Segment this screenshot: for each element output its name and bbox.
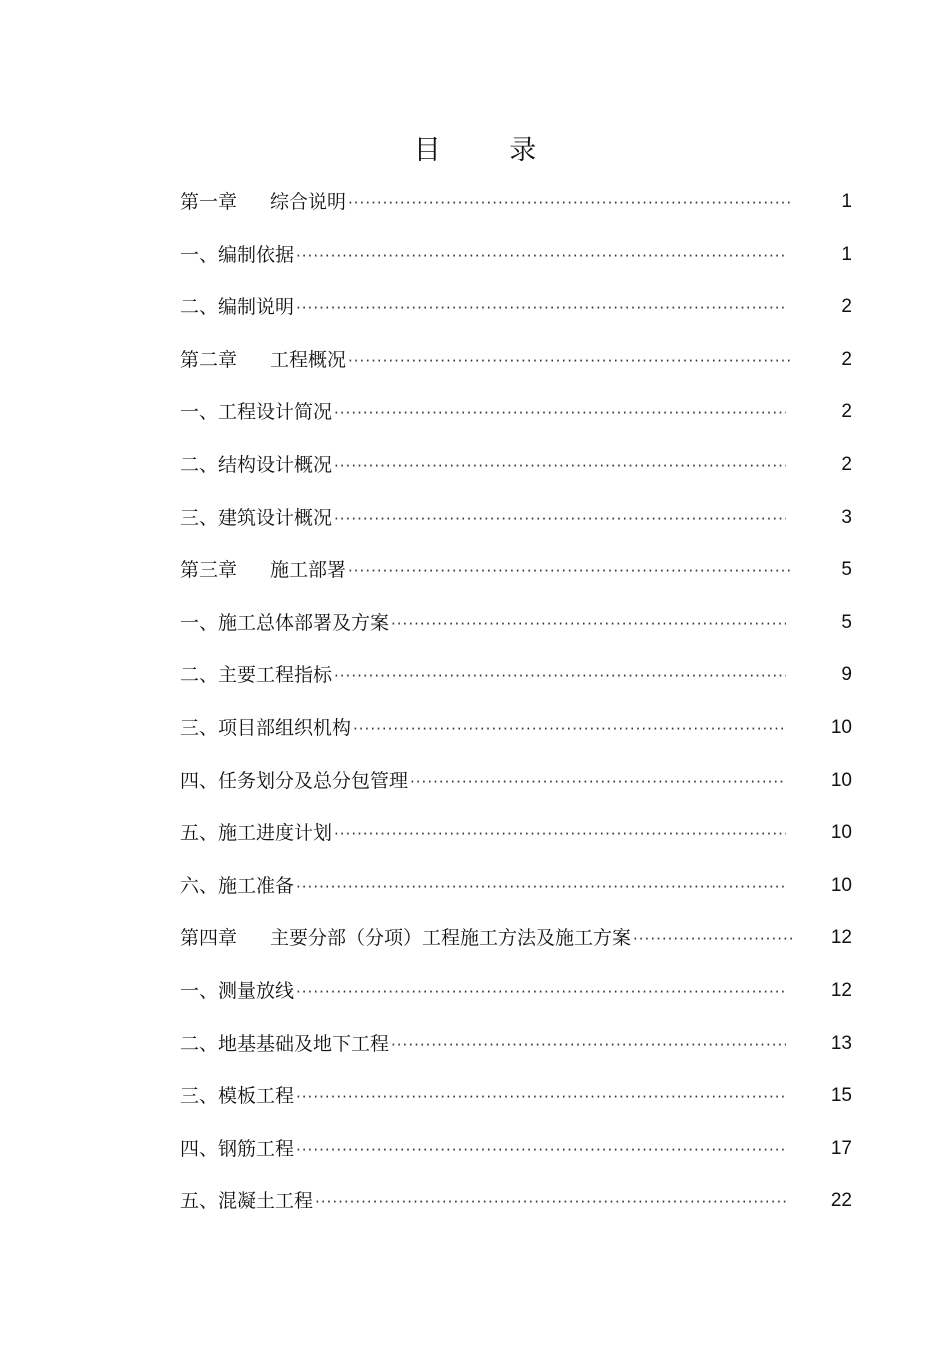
toc-entry-text: [180, 552, 792, 589]
toc-entry: [180, 815, 860, 868]
page-number: 10: [830, 822, 852, 844]
table-of-contents: [180, 184, 860, 1236]
section-title: 一、工程设计简况: [180, 401, 333, 424]
toc-entry: [180, 1183, 860, 1236]
toc-entry: [180, 973, 860, 1026]
toc-entry: [180, 763, 860, 816]
section-title: 五、施工进度计划: [180, 822, 333, 845]
section-title: 二、主要工程指标: [180, 664, 333, 687]
page-title: 目 录: [413, 135, 567, 166]
dot-leader: [334, 816, 786, 852]
toc-entry: [180, 868, 860, 921]
toc-entry-text: [180, 184, 792, 221]
chapter-number: 第三章: [180, 559, 238, 582]
dot-leader: [296, 238, 786, 274]
dot-leader: [353, 711, 786, 747]
toc-entry-text: [180, 1131, 786, 1168]
toc-entry: [180, 710, 860, 763]
page-number: 10: [830, 874, 852, 896]
section-title: 二、编制说明: [180, 296, 295, 319]
toc-entry: [180, 605, 860, 658]
dot-leader: [348, 343, 792, 379]
toc-entry-text: [180, 500, 786, 537]
toc-entry-text: [180, 815, 786, 852]
chapter-title: 主要分部（分项）工程施工方法及施工方案: [270, 927, 632, 950]
page-number: 2: [841, 296, 852, 318]
page-number: 2: [841, 401, 852, 423]
page-number: 15: [830, 1085, 852, 1107]
toc-entry: [180, 447, 860, 500]
toc-entry: [180, 1078, 860, 1131]
dot-leader: [334, 658, 786, 694]
page-number: 13: [830, 1032, 852, 1054]
dot-leader: [391, 1027, 786, 1063]
toc-entry-text: [180, 868, 786, 905]
dot-leader: [391, 606, 786, 642]
toc-entry: [180, 237, 860, 290]
section-title: 一、测量放线: [180, 979, 295, 1002]
page-number: 9: [841, 664, 852, 686]
toc-entry-title: [180, 184, 346, 220]
dot-leader: [334, 395, 786, 431]
section-title: 四、钢筋工程: [180, 1137, 295, 1160]
toc-entry-text: [180, 1183, 786, 1220]
section-title: 四、任务划分及总分包管理: [180, 769, 409, 792]
page-number: 22: [830, 1190, 852, 1212]
page-number: 12: [830, 927, 852, 949]
toc-entry: [180, 500, 860, 553]
toc-entry-text: [180, 1026, 786, 1063]
chapter-title: 工程概况: [270, 348, 347, 371]
page-number: 5: [841, 611, 852, 633]
page-number: 1: [841, 243, 852, 265]
section-title: 三、模板工程: [180, 1085, 295, 1108]
page-number: 17: [830, 1137, 852, 1159]
toc-entry-title: [180, 920, 631, 956]
chapter-number: 第二章: [180, 348, 238, 371]
toc-entry-text: [180, 342, 792, 379]
toc-entry-text: [180, 289, 786, 326]
toc-entry: [180, 289, 860, 342]
toc-entry-title: [180, 552, 346, 588]
toc-entry: [180, 657, 860, 710]
dot-leader: [296, 1132, 786, 1168]
chapter-number: 第四章: [180, 927, 238, 950]
dot-leader: [633, 921, 792, 957]
page-number: 2: [841, 348, 852, 370]
chapter-number: 第一章: [180, 191, 238, 213]
toc-entry-text: [180, 657, 786, 694]
section-title: 五、混凝土工程: [180, 1190, 314, 1213]
toc-entry-text: [180, 237, 786, 274]
section-title: 二、地基基础及地下工程: [180, 1032, 390, 1055]
page-number: 5: [841, 559, 852, 581]
toc-entry-text: [180, 394, 786, 431]
dot-leader: [296, 869, 786, 905]
dot-leader: [348, 185, 792, 221]
section-title: 六、施工准备: [180, 874, 295, 897]
page-number: 10: [830, 716, 852, 738]
section-title: 三、建筑设计概况: [180, 506, 333, 529]
dot-leader: [296, 974, 786, 1010]
dot-leader: [296, 290, 786, 326]
page-number: 3: [841, 506, 852, 528]
chapter-title: 综合说明: [270, 191, 347, 213]
toc-entry-text: [180, 447, 786, 484]
section-title: 一、施工总体部署及方案: [180, 611, 390, 634]
toc-entry-text: [180, 763, 786, 800]
toc-entry-text: [180, 710, 786, 747]
toc-entry-text: [180, 973, 786, 1010]
toc-entry-text: [180, 920, 792, 957]
page-number: 10: [830, 769, 852, 791]
page-number: 12: [830, 979, 852, 1001]
toc-entry-text: [180, 1078, 786, 1115]
toc-entry: [180, 552, 860, 605]
toc-entry-text: [180, 605, 786, 642]
toc-entry: [180, 1131, 860, 1184]
section-title: 一、编制依据: [180, 243, 295, 266]
dot-leader: [296, 1079, 786, 1115]
section-title: 二、结构设计概况: [180, 453, 333, 476]
dot-leader: [315, 1184, 786, 1220]
toc-entry-title: [180, 342, 346, 378]
page-number: 1: [841, 191, 852, 212]
dot-leader: [410, 764, 786, 800]
toc-entry: [180, 342, 860, 395]
dot-leader: [334, 448, 786, 484]
toc-entry: [180, 184, 860, 237]
dot-leader: [348, 553, 792, 589]
toc-entry: [180, 920, 860, 973]
section-title: 三、项目部组织机构: [180, 716, 352, 739]
toc-entry: [180, 1026, 860, 1079]
chapter-title: 施工部署: [270, 559, 347, 582]
page-number: 2: [841, 453, 852, 475]
dot-leader: [334, 501, 786, 537]
toc-entry: [180, 394, 860, 447]
